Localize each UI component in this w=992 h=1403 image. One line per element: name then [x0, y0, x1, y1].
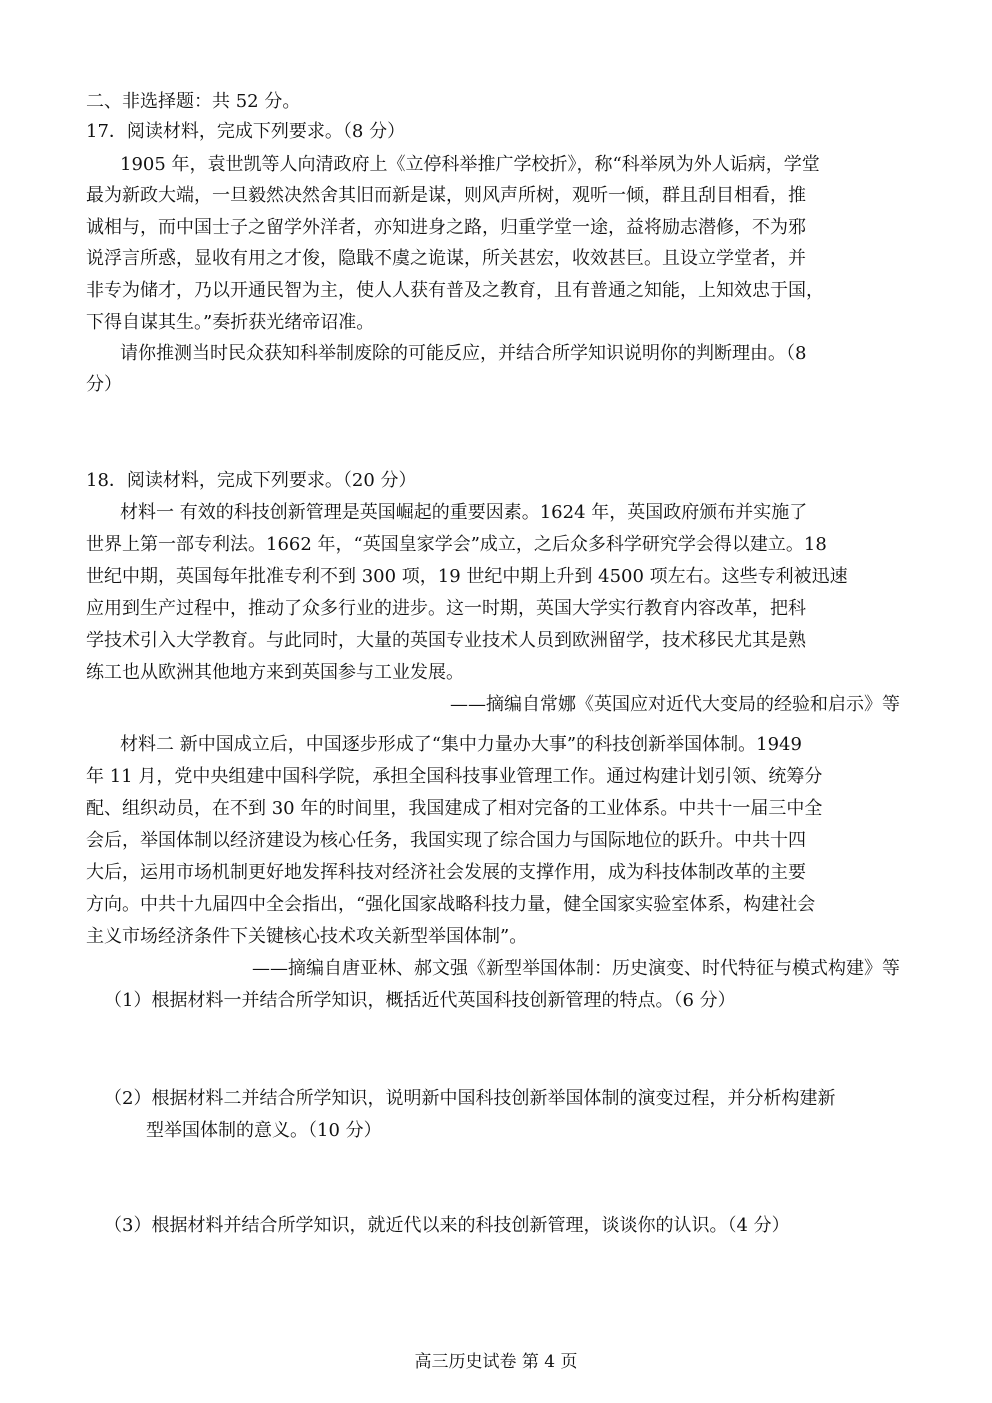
- q17-material-line: 说浮言所惑，显收有用之才俊，隐戢不虞之诡谋，所关甚宏，收效甚巨。且设立学堂者，并: [86, 248, 806, 269]
- q18-sub2-line: （2）根据材料二并结合所学知识，说明新中国科技创新举国体制的演变过程，并分析构建新: [104, 1088, 836, 1109]
- q18-material1-line: 世纪中期，英国每年批准专利不到 300 项，19 世纪中期上升到 4500 项左右。这些专利被迅速: [86, 566, 848, 587]
- q17-heading: 17．阅读材料，完成下列要求。（8 分）: [86, 121, 406, 142]
- q18-material1-line: 练工也从欧洲其他地方来到英国参与工业发展。: [86, 662, 464, 683]
- q17-question-line: 请你推测当时民众获知科举制废除的可能反应，并结合所学知识说明你的判断理由。（8: [120, 343, 807, 364]
- q18-material1-line: 世界上第一部专利法。1662 年，“英国皇家学会”成立，之后众多科学研究学会得以建立。18: [86, 534, 827, 555]
- q18-material1-line: 应用到生产过程中，推动了众多行业的进步。这一时期，英国大学实行教育内容改革，把科: [86, 598, 806, 619]
- q18-sub1: （1）根据材料一并结合所学知识，概括近代英国科技创新管理的特点。（6 分）: [104, 990, 736, 1011]
- q18-material2-line: 会后，举国体制以经济建设为核心任务，我国实现了综合国力与国际地位的跃升。中共十四: [86, 830, 806, 851]
- q18-sub3: （3）根据材料并结合所学知识，就近代以来的科技创新管理，谈谈你的认识。（4 分）: [104, 1215, 790, 1236]
- q18-material2-line: 年 11 月，党中央组建中国科学院，承担全国科技事业管理工作。通过构建计划引领、统筹分: [86, 766, 823, 787]
- q18-heading: 18．阅读材料，完成下列要求。（20 分）: [86, 470, 417, 491]
- q17-material-line: 诚相与，而中国士子之留学外洋者，亦知进身之路，归重学堂一途，益将励志潜修，不为邪: [86, 217, 806, 238]
- q17-material-line: 1905 年，袁世凯等人向清政府上《立停科举推广学校折》，称“科举夙为外人诟病，学堂: [120, 154, 820, 175]
- q18-material2-line: 配、组织动员，在不到 30 年的时间里，我国建成了相对完备的工业体系。中共十一届三中全: [86, 798, 823, 819]
- q18-material2-source: ——摘编自唐亚林、郝文强《新型举国体制：历史演变、时代特征与模式构建》等: [252, 958, 900, 979]
- q18-material2-line: 主义市场经济条件下关键核心技术攻关新型举国体制”。: [86, 926, 528, 947]
- q17-question-line: 分）: [86, 374, 122, 395]
- q17-material-line: 下得自谋其生。”奏折获光绪帝诏准。: [86, 312, 375, 333]
- q17-material-line: 非专为储才，乃以开通民智为主，使人人获有普及之教育，且有普通之知能，上知效忠于国，: [86, 280, 824, 301]
- q18-material2-line: 方向。中共十九届四中全会指出，“强化国家战略科技力量，健全国家实验室体系，构建社会: [86, 894, 816, 915]
- q17-material-line: 最为新政大端，一旦毅然决然舍其旧而新是谋，则风声所树，观听一倾，群且刮目相看，推: [86, 185, 806, 206]
- page-footer: 高三历史试卷 第 4 页: [414, 1352, 578, 1372]
- q18-material2-line: 大后，运用市场机制更好地发挥科技对经济社会发展的支撑作用，成为科技体制改革的主要: [86, 862, 806, 883]
- q18-material1-line: 材料一 有效的科技创新管理是英国崛起的重要因素。1624 年，英国政府颁布并实施了: [120, 502, 808, 523]
- q18-material1-source: ——摘编自常娜《英国应对近代大变局的经验和启示》等: [450, 694, 900, 715]
- q18-material1-line: 学技术引入大学教育。与此同时，大量的英国专业技术人员到欧洲留学，技术移民尤其是熟: [86, 630, 806, 651]
- q18-sub2-line: 型举国体制的意义。（10 分）: [146, 1120, 382, 1141]
- section-title: 二、非选择题：共 52 分。: [86, 91, 301, 112]
- q18-material2-line: 材料二 新中国成立后，中国逐步形成了“集中力量办大事”的科技创新举国体制。1949: [120, 734, 802, 755]
